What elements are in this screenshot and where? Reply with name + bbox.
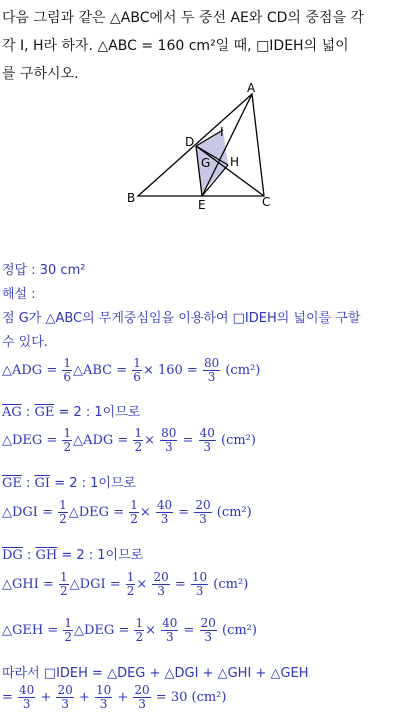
intro-line-2: 수 있다. (2, 335, 48, 350)
equation-dgi: △DGI = $\frac{1}{2}$ △DEG = $\frac{1}{2}$ × $\frac{40}{3}$ = $\frac{20}{3}$ (cm²) (2, 498, 252, 526)
problem-line-2: 각 I, H라 하자. △ABC = 160 cm²일 때, □IDEH의 넓이 (2, 38, 349, 54)
label-h: H (230, 155, 240, 169)
label-a: A (247, 81, 256, 95)
equation-ghi: △GHI = $\frac{1}{2}$ △DGI = $\frac{1}{2}$ × $\frac{20}{3}$ = $\frac{10}{3}$ (cm²) (2, 570, 249, 598)
problem-text (2, 4, 398, 88)
sum-line: 따라서 □IDEH = △DEG + △DGI + △GHI + △GEH (2, 666, 309, 681)
final-equation: = $\frac{40}{3}$ + $\frac{20}{3}$ + $\frac{10}{3}$ + $\frac{20}{3}$ = 30 (cm²) (2, 683, 227, 711)
label-b: B (127, 191, 136, 205)
ratio-dg-gh: $\overline{DG}$ : $\overline{GH} = 2$ : 1이므로 (2, 548, 144, 563)
equation-deg: △DEG = $\frac{1}{2}$ △ADG = $\frac{1}{2}$ × $\frac{80}{3}$ = $\frac{40}{3}$ (cm²) (2, 426, 256, 454)
problem-line-3: 를 구하시오. (2, 66, 79, 82)
label-g: G (201, 156, 211, 170)
label-c: C (262, 195, 271, 209)
equation-geh: △GEH = $\frac{1}{2}$ △DEG = $\frac{1}{2}$ × $\frac{40}{3}$ = $\frac{20}{3}$ (cm²) (2, 616, 257, 644)
ratio-ag-ge: $\overline{AG}$ : $\overline{GE} = 2$ : 1이므로 (2, 405, 141, 420)
equation-adg: △ADG = $\frac{1}{6}$ △ABC = $\frac{1}{6}$ × 160 = $\frac{80}{3}$ (cm²) (2, 356, 261, 384)
ratio-ge-gi: $\overline{GE}$ : $\overline{GI} = 2$ : 1이므로 (2, 476, 137, 491)
intro-line-1: 점 G가 △ABC의 무게중심임을 이용하여 □IDEH의 넓이를 구할 (2, 311, 361, 326)
label-i: I (220, 125, 224, 139)
triangle-figure (120, 78, 280, 210)
label-e: E (198, 198, 206, 210)
problem-line-1: 다음 그림과 같은 △ABC에서 두 중선 AE와 CD의 중점을 각 (2, 10, 364, 26)
explanation-label: 해설 : (2, 287, 36, 302)
label-d: D (185, 135, 195, 149)
answer-line: 정답 : 30 cm² (2, 263, 86, 278)
